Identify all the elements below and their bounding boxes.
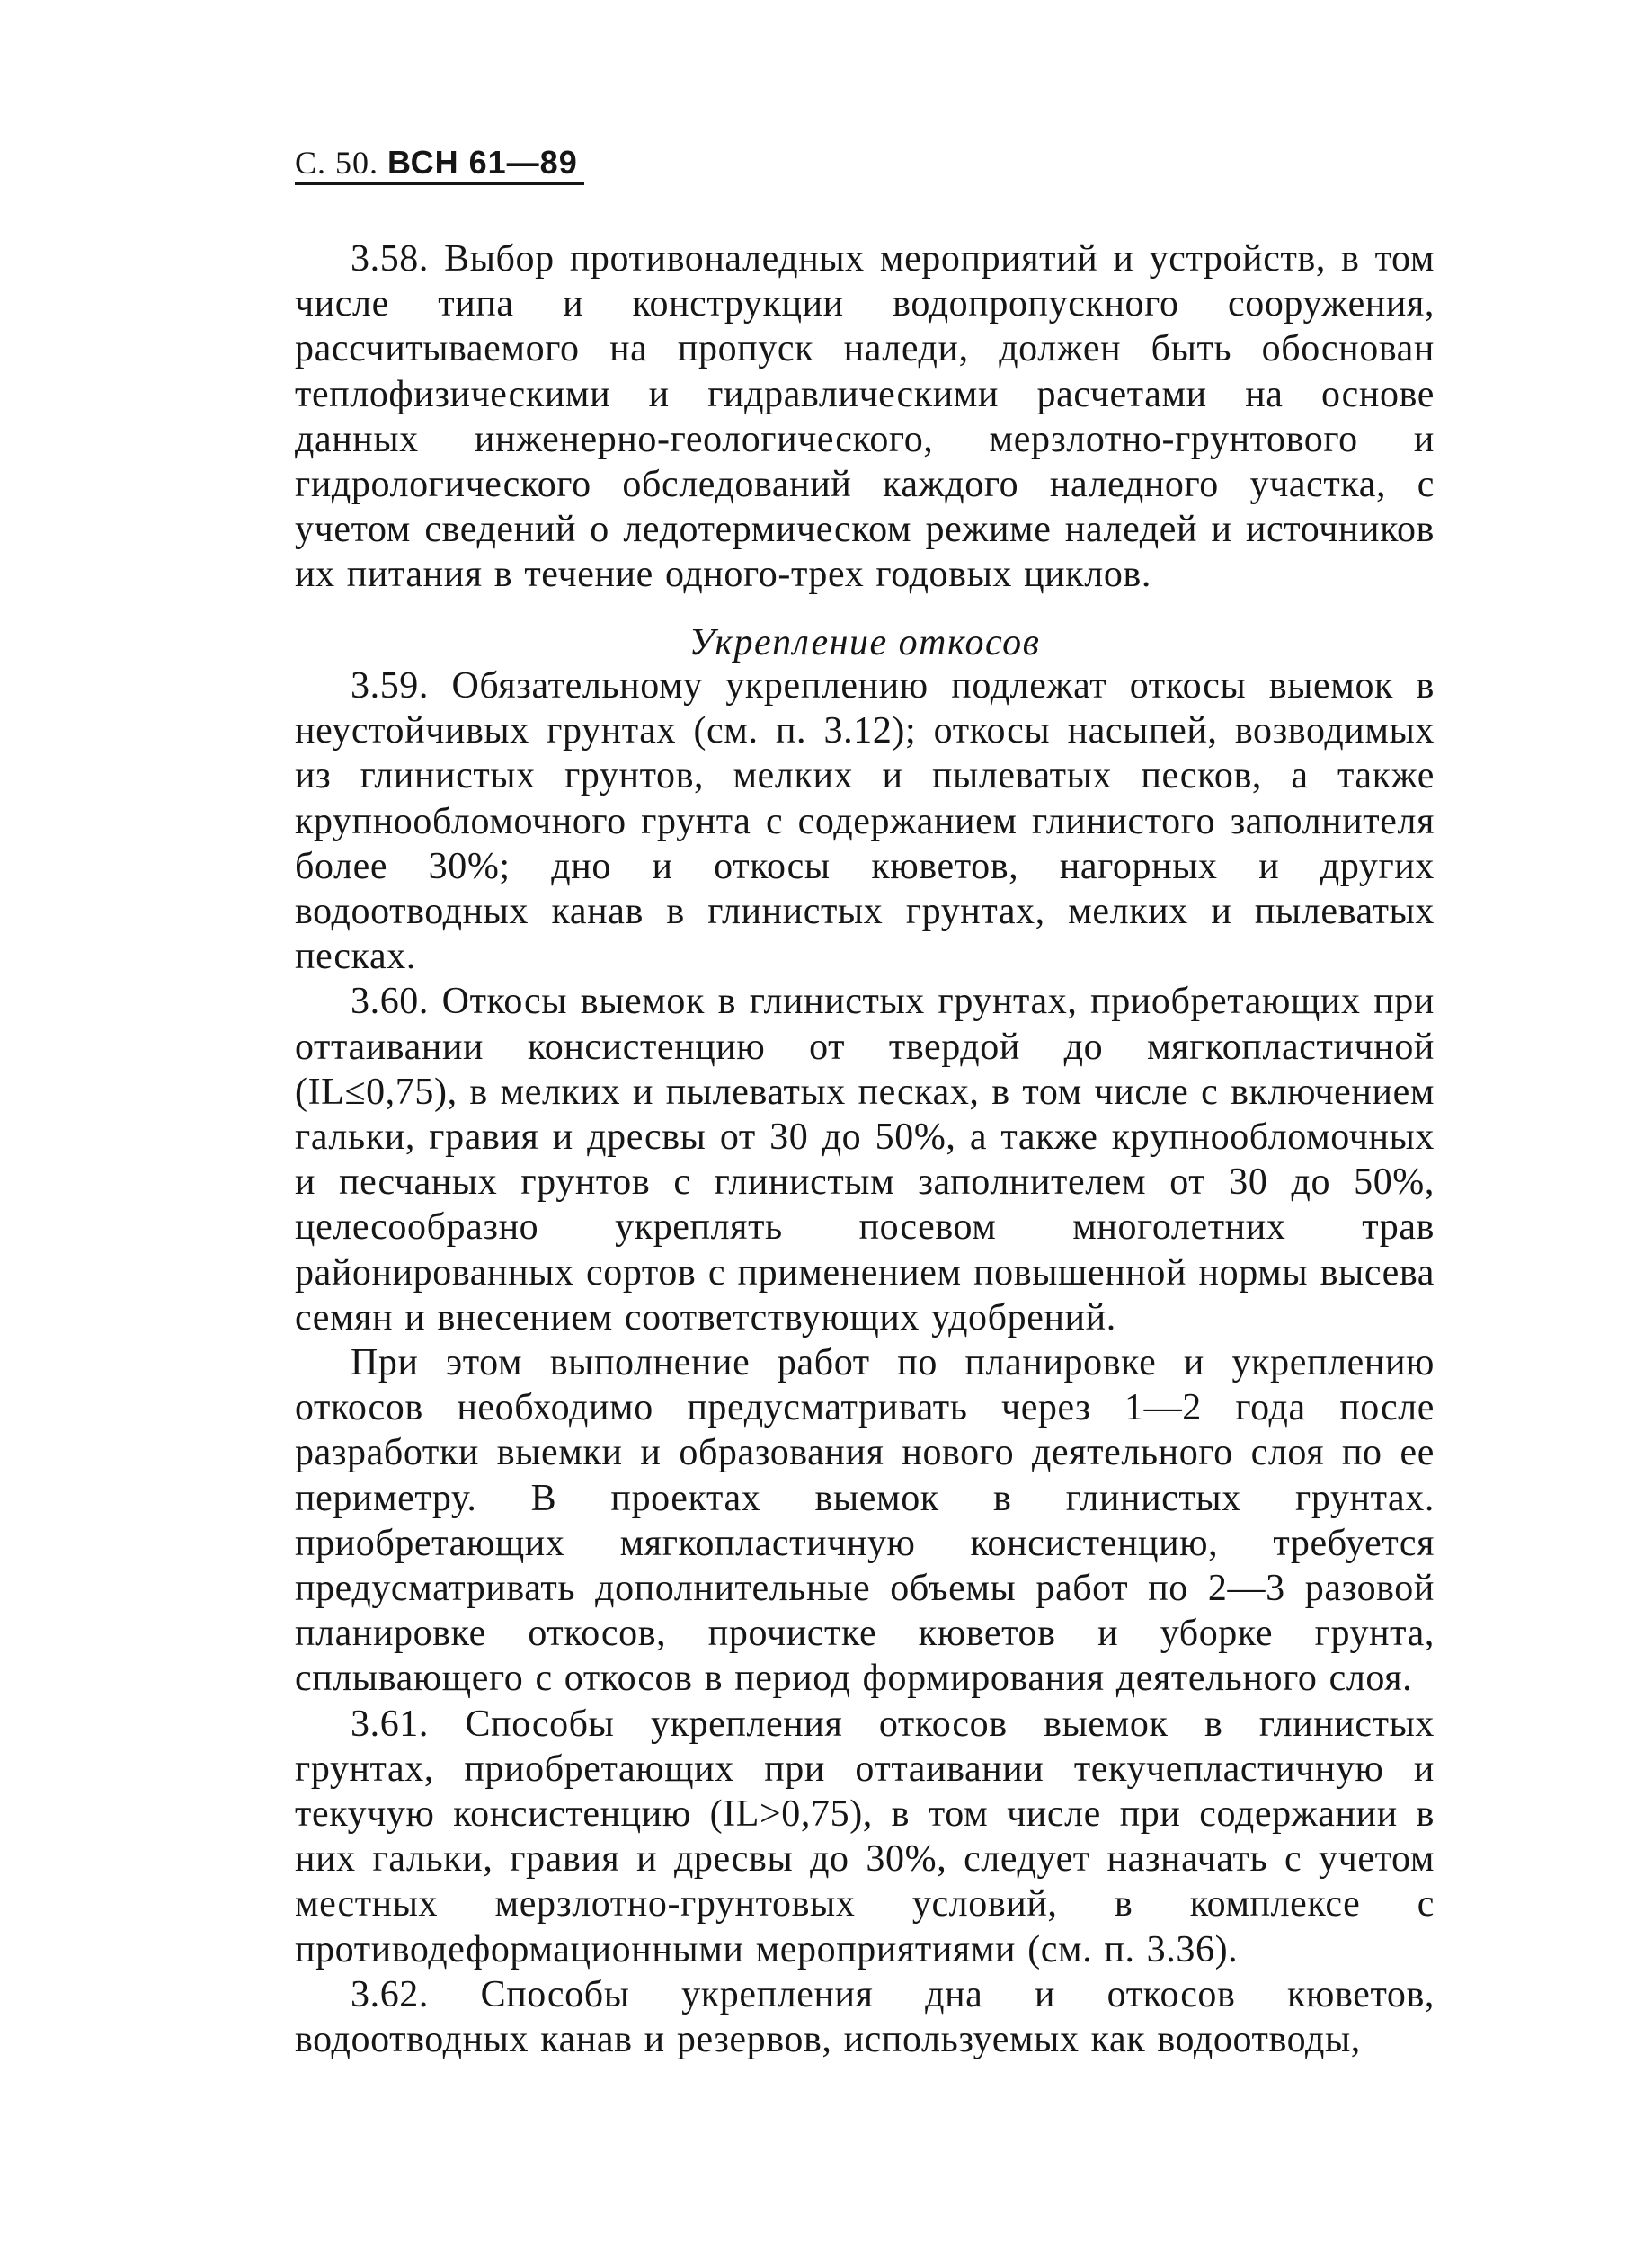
paragraph-3-58: 3.58. Выбор противоналедных мероприятий и устройств, в том числе типа и конструкции водопропускного сооружения, рассчитываемого на пропуск наледи, должен быть обоснован теплофизическими и гидравлическими расчетами на основе данных инженерно-геологического, мерзлотно-грунтового и гидрологического обследований каждого наледного участка, с учетом сведений о ледотермическом режиме наледей и источников их питания в течение одного-трех годовых циклов.	[295, 238, 1435, 596]
paragraph-3-60-continued: При этом выполнение работ по планировке и укреплению откосов необходимо предусматривать через 1—2 года после разработки выемки и образования нового деятельного слоя по ее периметру. В проектах выемок в глинистых грунтах. приобретающих мягкопластичную консистенцию, требуется предусматривать дополнительные объемы работ по 2—3 разовой планировке откосов, прочистке кюветов и уборке грунта, сплывающего с откосов в период формирования деятельного слоя.	[295, 1342, 1435, 1700]
paragraph-3-59: 3.59. Обязательному укреплению подлежат откосы выемок в неустойчивых грунтах (см. п. 3.12); откосы насыпей, возводимых из глинистых грунтов, мелких и пылеватых песков, а также крупнообломочного грунта с содержанием глинистого заполнителя более 30%; дно и откосы кюветов, нагорных и других водоотводных канав в глинистых грунтах, мелких и пылеватых песках.	[295, 665, 1435, 978]
document-code: ВСН 61—89	[387, 144, 578, 181]
page-number: С. 50.	[295, 145, 379, 181]
paragraph-3-61: 3.61. Способы укрепления откосов выемок в глинистых грунтах, приобретающих при оттаивании текучепластичную и текучую консистенцию (IL>0,75), в том числе при содержании в них гальки, гравия и дресвы до 30%, следует назначать с учетом местных мерзлотно-грунтовых условий, в комплексе с противодеформационными мероприятиями (см. п. 3.36).	[295, 1703, 1435, 1970]
header-underline	[295, 182, 584, 185]
section-heading: Укрепление откосов	[689, 622, 1041, 663]
page-header	[295, 142, 578, 183]
paragraph-3-60: 3.60. Откосы выемок в глинистых грунтах, приобретающих при оттаивании консистенцию от твердой до мягкопластичной (IL≤0,75), в мелких и пылеватых песках, в том числе с включением гальки, гравия и дресвы от 30 до 50%, а также крупнообломочных и песчаных грунтов с глинистым заполнителем от 30 до 50%, целесообразно укреплять посевом многолетних трав районированных сортов с применением повышенной нормы высева семян и внесением соответствующих удобрений.	[295, 981, 1435, 1339]
main-text-block	[295, 663, 1435, 2062]
top-text-block	[295, 236, 1435, 598]
paragraph-3-62: 3.62. Способы укрепления дна и откосов кюветов, водоотводных канав и резервов, используемых как водоотводы,	[295, 1973, 1435, 2061]
